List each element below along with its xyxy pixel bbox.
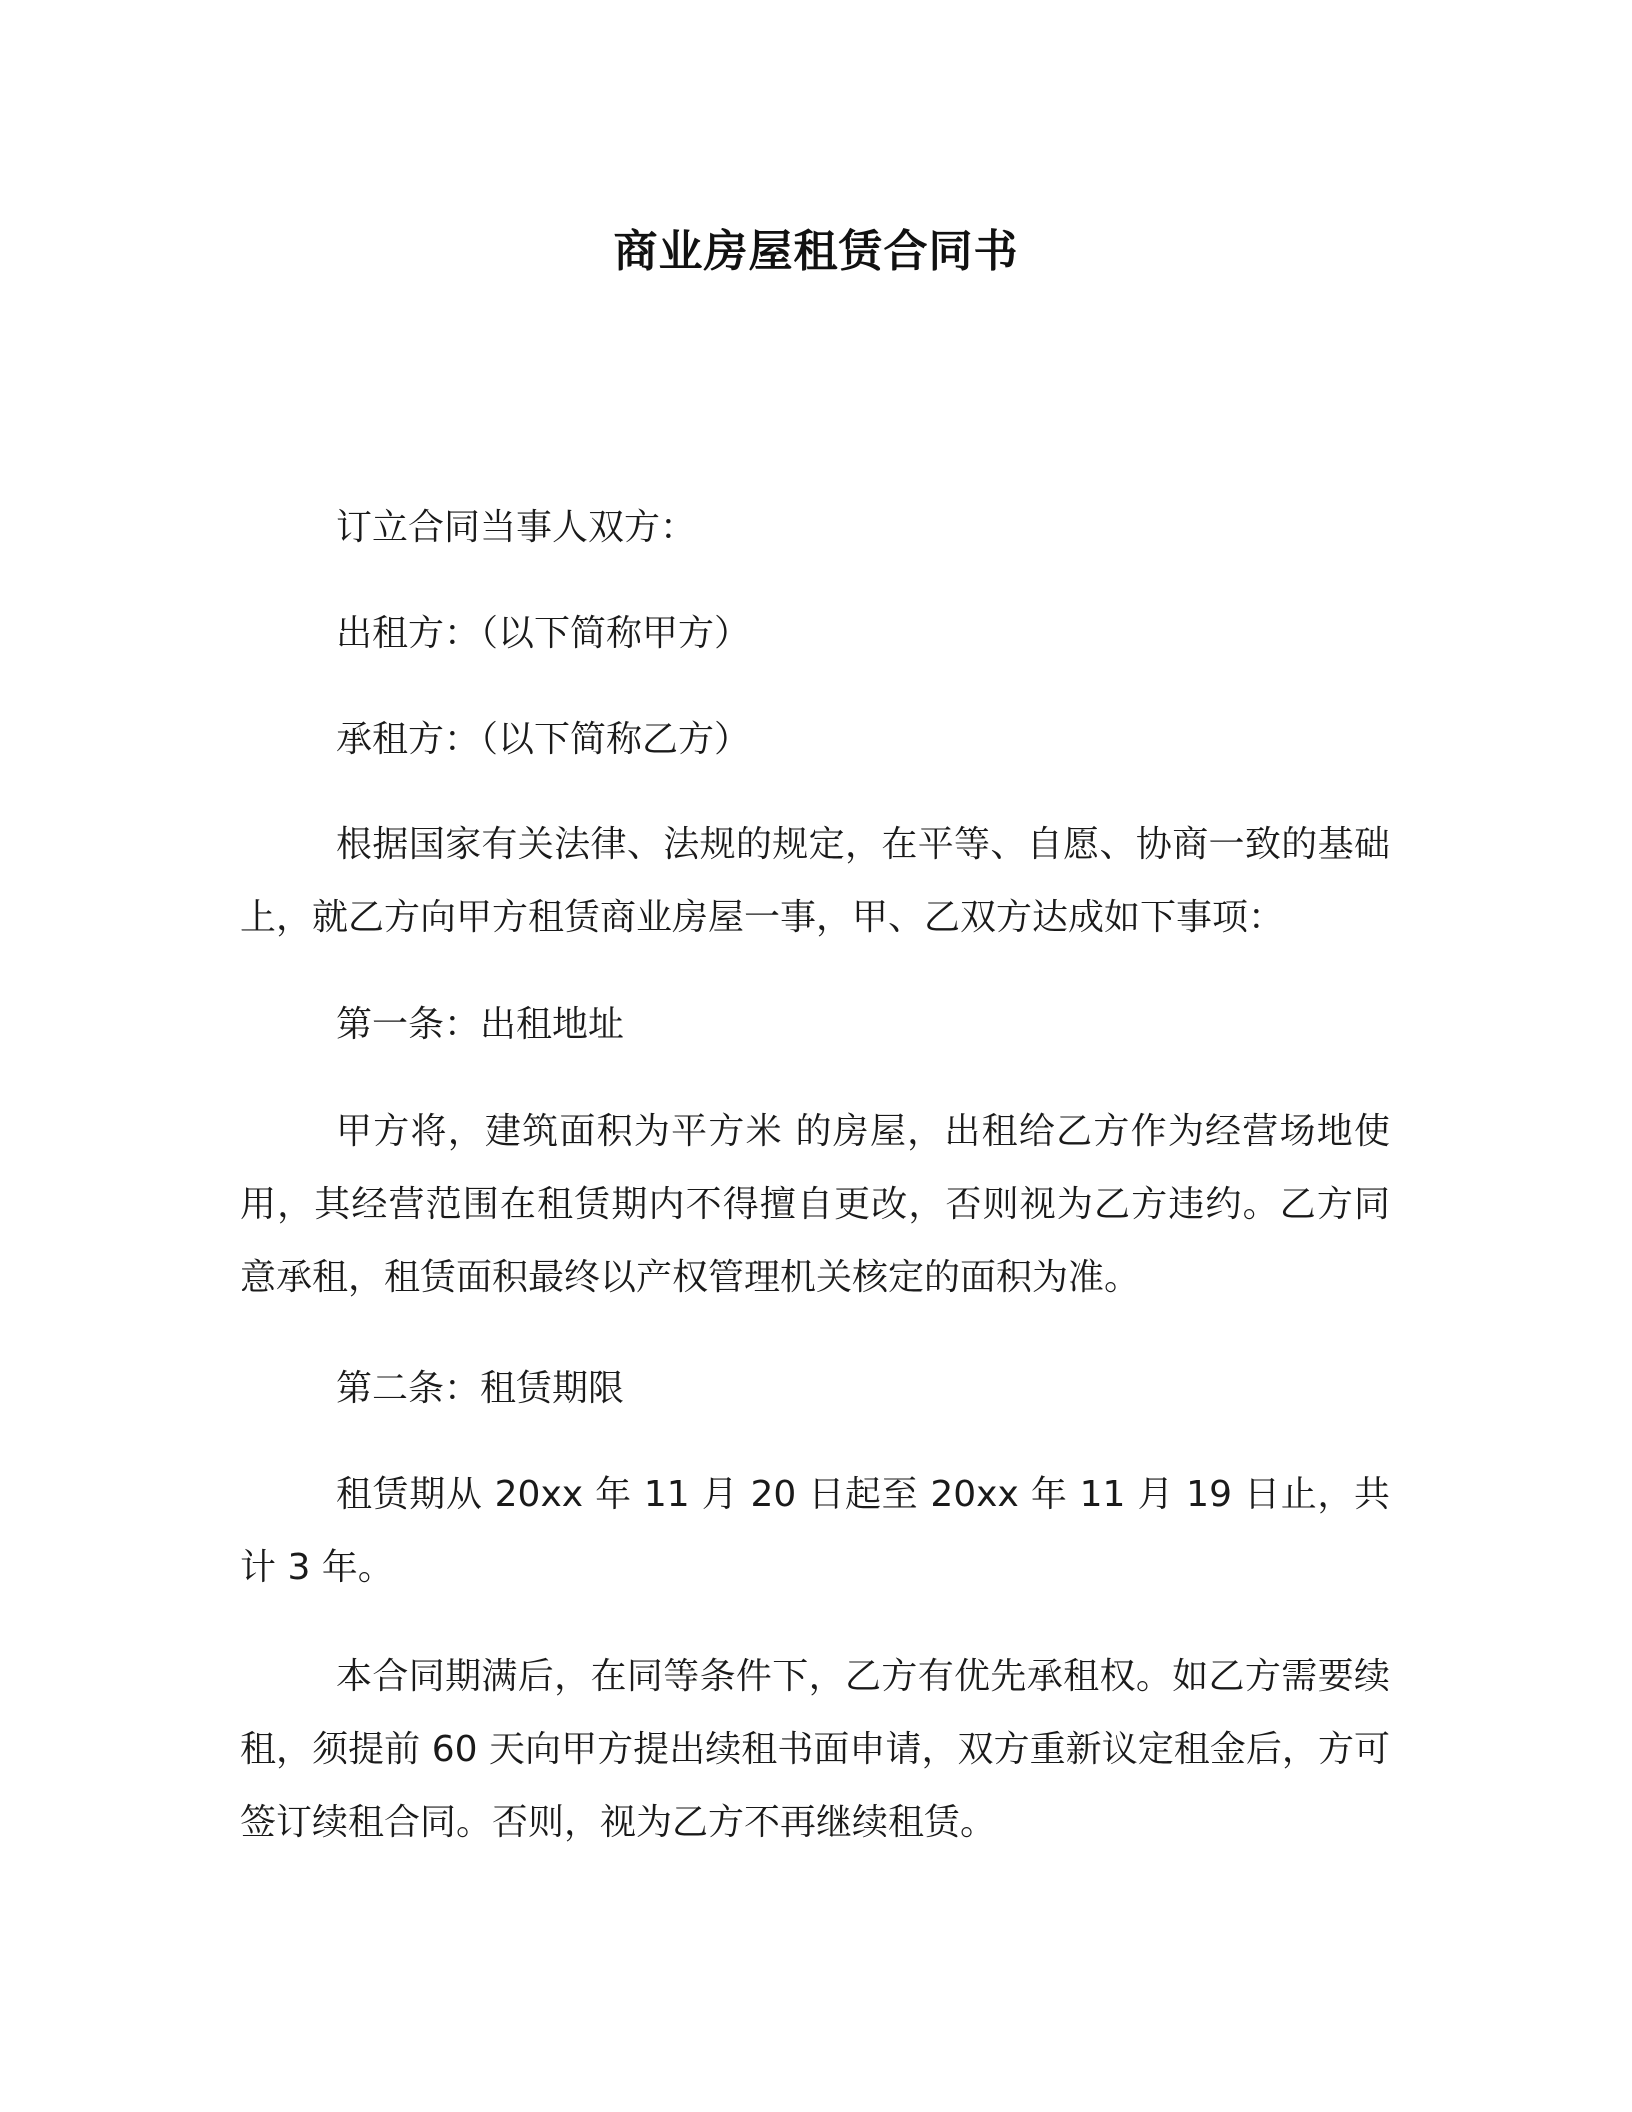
paragraph-text: 出租方：（以下简称甲方） [336, 613, 751, 654]
paragraph-lease-term [240, 1458, 1390, 1604]
paragraph-text: 第一条：出租地址 [336, 1004, 625, 1045]
paragraph-text: 第二条：租赁期限 [336, 1368, 625, 1409]
paragraph-text: 订立合同当事人双方： [336, 507, 697, 548]
heading-article-1 [240, 988, 1390, 1061]
paragraph-lessor [240, 597, 1390, 670]
heading-article-2 [240, 1352, 1390, 1425]
paragraph-renewal [240, 1640, 1390, 1859]
paragraph-text: 甲方将，建筑面积为平方米 的房屋，出租给乙方作为经营场地使用，其经营范围在租赁期内不得擅自更改，否则视为乙方违约。乙方同意承租，租赁面积最终以产权管理机关核定的面积为准。 [240, 1111, 1390, 1298]
paragraph-text: 承租方：（以下简称乙方） [336, 719, 751, 760]
paragraph-article-1-body [240, 1095, 1390, 1314]
document-title: 商业房屋租赁合同书 [613, 226, 1019, 277]
paragraph-text: 租赁期从 20xx 年 11 月 20 日起至 20xx 年 11 月 19 日止，共计 3 年。 [240, 1474, 1390, 1588]
paragraph-lessee [240, 703, 1390, 776]
paragraph-basis [240, 808, 1390, 954]
paragraph-text: 本合同期满后，在同等条件下，乙方有优先承租权。如乙方需要续租，须提前 60 天向甲方提出续租书面申请，双方重新议定租金后，方可签订续租合同。否则，视为乙方不再继续租赁。 [240, 1656, 1390, 1843]
paragraph-parties-intro [240, 491, 1390, 564]
paragraph-text: 根据国家有关法律、法规的规定，在平等、自愿、协商一致的基础上，就乙方向甲方租赁商业房屋一事，甲、乙双方达成如下事项： [240, 824, 1390, 938]
